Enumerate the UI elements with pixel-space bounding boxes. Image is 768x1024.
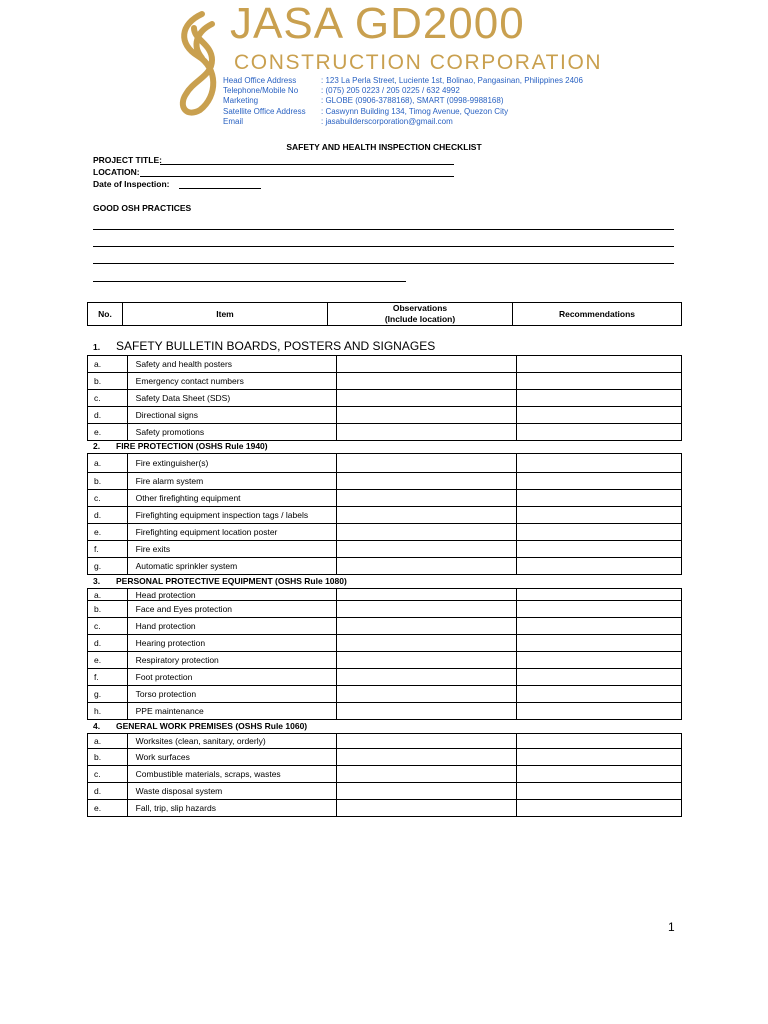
recommendation-cell[interactable] [517, 635, 682, 652]
column-header-item: Item [123, 303, 328, 326]
section-heading: 4. GENERAL WORK PREMISES (OSHS Rule 1060) [93, 721, 308, 731]
osh-practices-line-3 [93, 263, 674, 264]
recommendation-cell[interactable] [517, 558, 682, 575]
section-1-table [87, 355, 682, 441]
recommendation-cell[interactable] [517, 490, 682, 507]
recommendation-cell[interactable] [517, 373, 682, 390]
project-title-fill-line [160, 164, 454, 165]
recommendation-cell[interactable] [517, 703, 682, 720]
recommendation-cell[interactable] [517, 424, 682, 441]
company-subtitle: CONSTRUCTION CORPORATION [234, 51, 603, 74]
observation-cell[interactable] [336, 686, 517, 703]
observation-cell[interactable] [336, 601, 517, 618]
table-row: d. Directional signs [88, 407, 682, 424]
observation-cell[interactable] [336, 356, 517, 373]
observation-cell[interactable] [336, 783, 517, 800]
recommendation-cell[interactable] [517, 652, 682, 669]
company-contact-info [223, 76, 583, 127]
date-fill-line [179, 188, 261, 189]
recommendation-cell[interactable] [517, 507, 682, 524]
observation-cell[interactable] [336, 507, 517, 524]
section-heading: 1. SAFETY BULLETIN BOARDS, POSTERS AND SIGNAGES [93, 339, 436, 353]
table-row: g. Torso protection [88, 686, 682, 703]
checklist-column-header [87, 302, 682, 326]
table-row: e. Respiratory protection [88, 652, 682, 669]
recommendation-cell[interactable] [517, 473, 682, 490]
observation-cell[interactable] [336, 766, 517, 783]
recommendation-cell[interactable] [517, 783, 682, 800]
table-row: c. Other firefighting equipment [88, 490, 682, 507]
recommendation-cell[interactable] [517, 749, 682, 766]
osh-practices-line-2 [93, 246, 674, 247]
section-heading: 3. PERSONAL PROTECTIVE EQUIPMENT (OSHS Rule 1080) [93, 576, 347, 586]
info-row-head-office: Head Office Address : 123 La Perla Street, Luciente 1st, Bolinao, Pangasinan, Philippines 2406 [223, 76, 583, 85]
column-header-no: No. [88, 303, 123, 326]
column-header-recommendations: Recommendations [513, 303, 682, 326]
table-row: e. Firefighting equipment location poster [88, 524, 682, 541]
table-row: d. Firefighting equipment inspection tags / labels [88, 507, 682, 524]
observation-cell[interactable] [336, 490, 517, 507]
table-row: c. Safety Data Sheet (SDS) [88, 390, 682, 407]
table-row: a. Head protection [88, 589, 682, 601]
observation-cell[interactable] [336, 669, 517, 686]
recommendation-cell[interactable] [517, 356, 682, 373]
observation-cell[interactable] [336, 541, 517, 558]
observation-cell[interactable] [336, 524, 517, 541]
recommendation-cell[interactable] [517, 589, 682, 601]
recommendation-cell[interactable] [517, 686, 682, 703]
table-row: b. Emergency contact numbers [88, 373, 682, 390]
recommendation-cell[interactable] [517, 390, 682, 407]
recommendation-cell[interactable] [517, 669, 682, 686]
observation-cell[interactable] [336, 424, 517, 441]
recommendation-cell[interactable] [517, 601, 682, 618]
observation-cell[interactable] [336, 734, 517, 749]
table-row: f. Fire exits [88, 541, 682, 558]
observation-cell[interactable] [336, 390, 517, 407]
section-3-table [87, 588, 682, 720]
info-row-email: Email : jasabuilderscorporation@gmail.com [223, 116, 453, 126]
info-row-marketing: Marketing : GLOBE (0906-3788168), SMART (0998-9988168) [223, 96, 504, 106]
table-row: e. Safety promotions [88, 424, 682, 441]
observation-cell[interactable] [336, 749, 517, 766]
info-row-telephone: Telephone/Mobile No : (075) 205 0223 / 205 0225 / 632 4992 [223, 86, 460, 96]
recommendation-cell[interactable] [517, 407, 682, 424]
observation-cell[interactable] [336, 454, 517, 473]
location-label: LOCATION: [93, 167, 140, 177]
recommendation-cell[interactable] [517, 766, 682, 783]
table-row: b. Face and Eyes protection [88, 601, 682, 618]
section-2-table [87, 453, 682, 575]
location-fill-line [140, 176, 454, 177]
project-title-label: PROJECT TITLE: [93, 155, 162, 165]
table-row: c. Combustible materials, scraps, wastes [88, 766, 682, 783]
recommendation-cell[interactable] [517, 800, 682, 817]
table-row: b. Fire alarm system [88, 473, 682, 490]
table-row: a. Safety and health posters [88, 356, 682, 373]
observation-cell[interactable] [336, 558, 517, 575]
company-logo-icon [172, 10, 224, 116]
good-osh-practices-heading: GOOD OSH PRACTICES [93, 203, 192, 213]
recommendation-cell[interactable] [517, 618, 682, 635]
table-row: a. Fire extinguisher(s) [88, 454, 682, 473]
page-number: 1 [668, 920, 675, 934]
observation-cell[interactable] [336, 373, 517, 390]
table-row: f. Foot protection [88, 669, 682, 686]
observation-cell[interactable] [336, 618, 517, 635]
observation-cell[interactable] [336, 652, 517, 669]
table-row: g. Automatic sprinkler system [88, 558, 682, 575]
table-row: a. Worksites (clean, sanitary, orderly) [88, 734, 682, 749]
observation-cell[interactable] [336, 635, 517, 652]
section-4-table [87, 733, 682, 817]
recommendation-cell[interactable] [517, 541, 682, 558]
observation-cell[interactable] [336, 589, 517, 601]
observation-cell[interactable] [336, 703, 517, 720]
table-row: b. Work surfaces [88, 749, 682, 766]
table-row: c. Hand protection [88, 618, 682, 635]
table-row: d. Waste disposal system [88, 783, 682, 800]
table-row: e. Fall, trip, slip hazards [88, 800, 682, 817]
recommendation-cell[interactable] [517, 454, 682, 473]
info-row-satellite-office: Satellite Office Address : Caswynn Building 134, Timog Avenue, Quezon City [223, 106, 509, 116]
observation-cell[interactable] [336, 407, 517, 424]
observation-cell[interactable] [336, 473, 517, 490]
company-name: JASA GD2000 [230, 0, 525, 48]
document-title: SAFETY AND HEALTH INSPECTION CHECKLIST [286, 142, 482, 152]
osh-practices-line-1 [93, 229, 674, 230]
recommendation-cell[interactable] [517, 524, 682, 541]
observation-cell[interactable] [336, 800, 517, 817]
recommendation-cell[interactable] [517, 734, 682, 749]
section-heading: 2. FIRE PROTECTION (OSHS Rule 1940) [93, 441, 268, 451]
table-row: h. PPE maintenance [88, 703, 682, 720]
column-header-observations: Observations (Include location) [328, 303, 513, 326]
date-of-inspection-label: Date of Inspection: [93, 179, 170, 189]
table-row: d. Hearing protection [88, 635, 682, 652]
osh-practices-line-4 [93, 281, 406, 282]
